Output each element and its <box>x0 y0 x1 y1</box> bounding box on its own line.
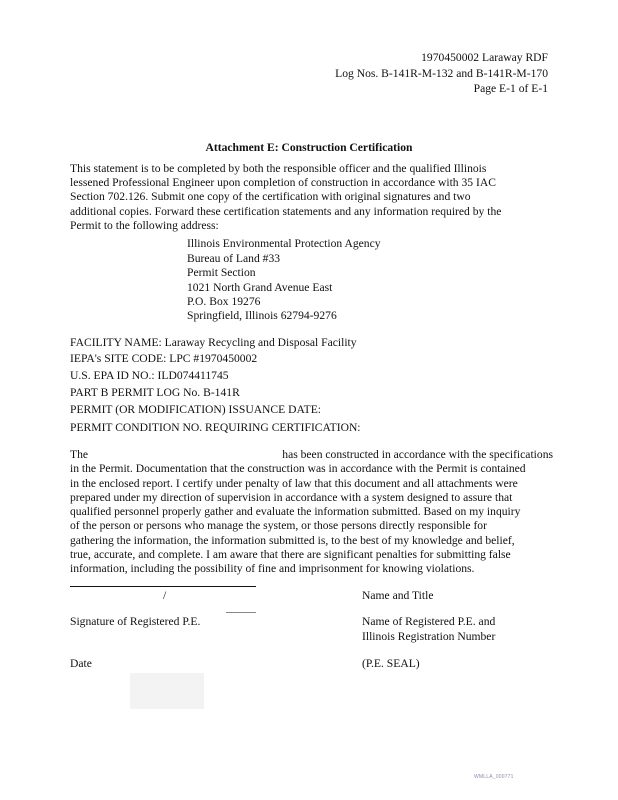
site-code: IEPA's SITE CODE: LPC #1970450002 <box>70 352 258 365</box>
issuance-date: PERMIT (OR MODIFICATION) ISSUANCE DATE: <box>70 403 321 416</box>
address-line: 1021 North Grand Avenue East <box>187 281 333 294</box>
intro-line: Permit to the following address: <box>70 219 219 232</box>
signature-slash: / <box>163 589 167 602</box>
cert-line: in the Permit. Documentation that the construction was in accordance with the Permit is contained <box>70 462 526 475</box>
cert-line: qualified personnel properly gather and evaluate the information submitted. Based on my inquiry <box>70 505 521 518</box>
epa-id: U.S. EPA ID NO.: ILD074411745 <box>70 369 229 382</box>
header-log-numbers: Log Nos. B-141R-M-132 and B-141R-M-170 <box>335 67 548 80</box>
bates-stamp: WMLLA_000771 <box>474 774 514 780</box>
cert-line: of the person or persons who manage the system, or those persons directly responsible for <box>70 519 487 532</box>
facility-name: FACILITY NAME: Laraway Recycling and Disposal Facility <box>70 336 357 349</box>
name-and-title-label: Name and Title <box>362 589 434 602</box>
document-title: Attachment E: Construction Certification <box>205 141 413 154</box>
cert-line: gathering the information, the information submitted is, to the best of my knowledge and belief, <box>70 534 515 547</box>
condition-number: PERMIT CONDITION NO. REQUIRING CERTIFICATION: <box>70 421 361 434</box>
faint-scan-artifact <box>130 673 204 709</box>
intro-line: additional copies. Forward these certification statements and any information required by the <box>70 205 502 218</box>
cert-first-line: has been constructed in accordance with the specifications <box>282 448 553 461</box>
cert-first-word: The <box>70 448 89 461</box>
cert-line: true, accurate, and complete. I am aware that there are significant penalties for submitting false <box>70 548 511 561</box>
cert-line: prepared under my direction of supervision in accordance with a system designed to assure that <box>70 491 513 504</box>
address-line: P.O. Box 19276 <box>187 295 261 308</box>
permit-log: PART B PERMIT LOG No. B-141R <box>70 386 240 399</box>
address-line: Springfield, Illinois 62794-9276 <box>187 309 337 322</box>
header-page-number: Page E-1 of E-1 <box>473 82 548 95</box>
cert-line: in the enclosed report. I certify under penalty of law that this document and all attachments were <box>70 477 518 490</box>
intro-line: Section 702.126. Submit one copy of the certification with original signatures and two <box>70 190 471 203</box>
address-line: Illinois Environmental Protection Agency <box>187 237 381 250</box>
signature-pe-label: Signature of Registered P.E. <box>70 615 201 628</box>
address-line: Permit Section <box>187 266 256 279</box>
registered-pe-label: Name of Registered P.E. and <box>362 615 496 628</box>
dotted-mark <box>226 612 256 613</box>
intro-line: This statement is to be completed by both the responsible officer and the qualified Illinois <box>70 162 487 175</box>
date-label: Date <box>70 657 92 670</box>
cert-line: information, including the possibility of fine and imprisonment for knowing violations. <box>70 562 475 575</box>
pe-seal-label: (P.E. SEAL) <box>362 657 420 670</box>
header-permit-id: 1970450002 Laraway RDF <box>421 51 548 64</box>
signature-line <box>70 586 256 587</box>
registration-number-label: Illinois Registration Number <box>362 630 496 643</box>
address-line: Bureau of Land #33 <box>187 252 281 265</box>
intro-line: lessened Professional Engineer upon completion of construction in accordance with 35 IAC <box>70 176 496 189</box>
